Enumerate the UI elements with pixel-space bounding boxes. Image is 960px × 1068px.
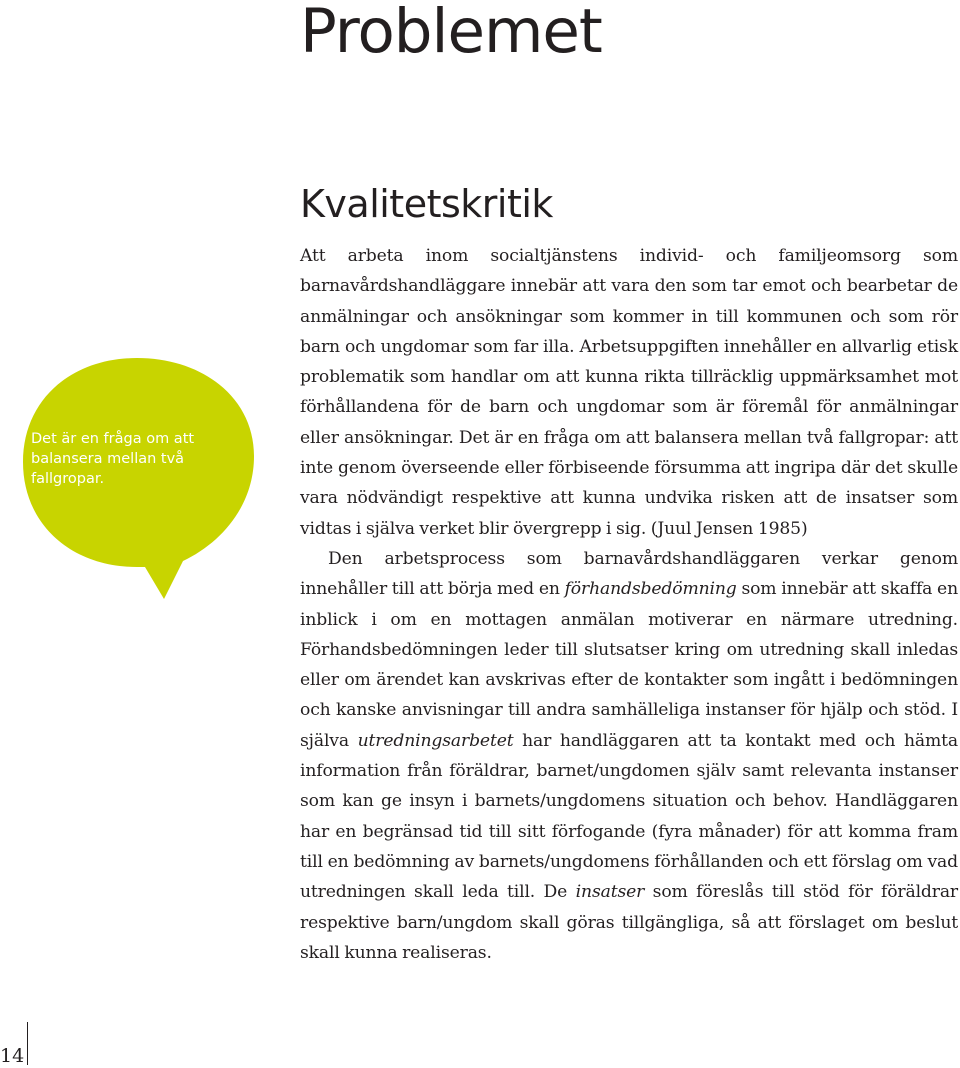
section-heading: Kvalitetskritik [300, 182, 553, 226]
term-utredningsarbetet: utredningsarbetet [357, 730, 514, 751]
page-number: 14 [0, 1045, 25, 1067]
term-forhandsbedomning: förhandsbedömning [564, 579, 737, 600]
sidebar-quote-text: Det är en fråga om att balansera mellan två fallgropar. [31, 431, 195, 487]
paragraph-1: Att arbeta inom socialtjänstens individ- och familjeomsorg som barnavårdshandläggare innebär att vara den som tar emot och bearbetar de anmälningar och ansökningar som kommer in till kommunen och som rör barn och ungdomar som far illa. Arbetsuppgiften innehåller en allvarlig etisk problematik som handlar om att kunna rikta tillräcklig uppmärksamhet mot förhållandena för de barn och ungdomar som är föremål för anmälningar eller ansökningar. Det är en fråga om att balansera mellan två fallgropar: att inte genom överseende eller förbiseende försumma att ingripa där det skulle vara nödvändigt respektive att kunna undvika risken att de insatser som vidtas i själva verket blir övergrepp i sig. (Juul Jensen 1985) [300, 246, 958, 539]
chapter-title: Problemet [300, 0, 602, 67]
paragraph-2 [300, 544, 958, 968]
page-number-divider [27, 1022, 28, 1065]
paragraph-2-text-2: som innebär att skaffa en inblick i om en mottagen anmälan motiverar en närmare utredning. Förhandsbedömningen leder till slutsatser kring om utredning skall inledas eller om ärendet kan avskrivas efter de kontakter som ingått i bedömningen och kanske anvisningar till andra samhälleliga instanser för hjälp och stöd. I själva [300, 579, 958, 751]
paragraph-2-text-1: Den arbetsprocess som barnavårdshandläggaren verkar genom innehåller till att börja med en [300, 548, 958, 600]
sidebar-quote [15, 340, 265, 602]
body-text [300, 241, 958, 968]
paragraph-2-text-4: som föreslås till stöd för föräldrar respektive barn/ungdom skall göras tillgängliga, så att förslaget om beslut skall kunna realiseras. [300, 882, 958, 963]
paragraph-2-text-3: har handläggaren att ta kontakt med och hämta information från föräldrar, barnet/ungdomen själv samt relevanta instanser som kan ge insyn i barnets/ungdomens situation och behov. Handläggaren har en begränsad tid till sitt förfogande (fyra månader) för att komma fram till en bedömning av barnets/ungdomens förhållanden och ett förslag om vad utredningen skall leda till. De [300, 730, 958, 903]
term-insatser: insatser [575, 882, 645, 903]
